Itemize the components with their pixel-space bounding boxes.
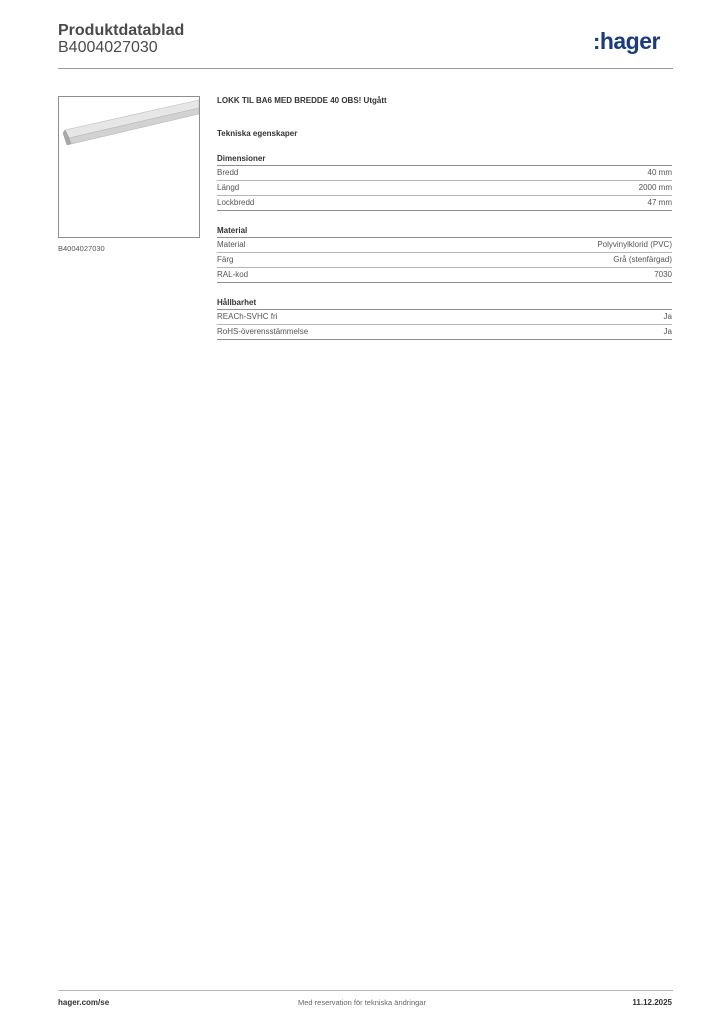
document-code: B4004027030 [58,39,158,56]
spec-label: Längd [217,183,240,192]
spec-row [217,196,672,211]
specifications-panel [217,96,672,340]
group-title: Material [217,226,672,238]
spec-value: 2000 mm [638,183,672,192]
footer-website-link[interactable]: hager.com/se [58,998,110,1007]
spec-value: Polyvinylklorid (PVC) [597,240,672,249]
spec-row [217,325,672,340]
spec-group-dimensions [217,154,672,211]
spec-value: 40 mm [647,168,672,177]
spec-value: Ja [663,312,672,321]
spec-row [217,166,672,181]
footer-disclaimer: Med reservation för tekniska ändringar [298,998,426,1007]
hager-logo [593,28,660,55]
spec-value: 47 mm [647,198,672,207]
spec-label: Bredd [217,168,239,177]
image-caption: B4004027030 [58,244,105,253]
footer-divider [58,990,673,991]
spec-label: Material [217,240,246,249]
spec-value: Ja [663,327,672,336]
spec-row [217,181,672,196]
product-image [58,96,200,238]
product-name: LOKK TIL BA6 MED BREDDE 40 OBS! Utgått [217,96,387,105]
document-title: Produktdatablad [58,22,185,39]
spec-label: RoHS-överensstämmelse [217,327,309,336]
spec-group-material [217,226,672,283]
spec-row [217,310,672,325]
spec-label: Lockbredd [217,198,255,207]
spec-label: Färg [217,255,234,264]
logo-dots-icon: : [593,29,600,54]
spec-label: REACh-SVHC fri [217,312,278,321]
cover-profile-icon [59,97,199,237]
spec-row [217,238,672,253]
spec-row [217,268,672,283]
logo-text: hager [599,28,660,54]
spec-value: Grå (stenfärgad) [613,255,672,264]
spec-group-sustainability [217,298,672,340]
spec-row [217,253,672,268]
header-divider [58,68,673,69]
group-title: Hållbarhet [217,298,672,310]
spec-value: 7030 [654,270,672,279]
spec-label: RAL-kod [217,270,249,279]
section-title: Tekniska egenskaper [217,129,298,138]
group-title: Dimensioner [217,154,672,166]
footer-date: 11.12.2025 [632,998,672,1007]
